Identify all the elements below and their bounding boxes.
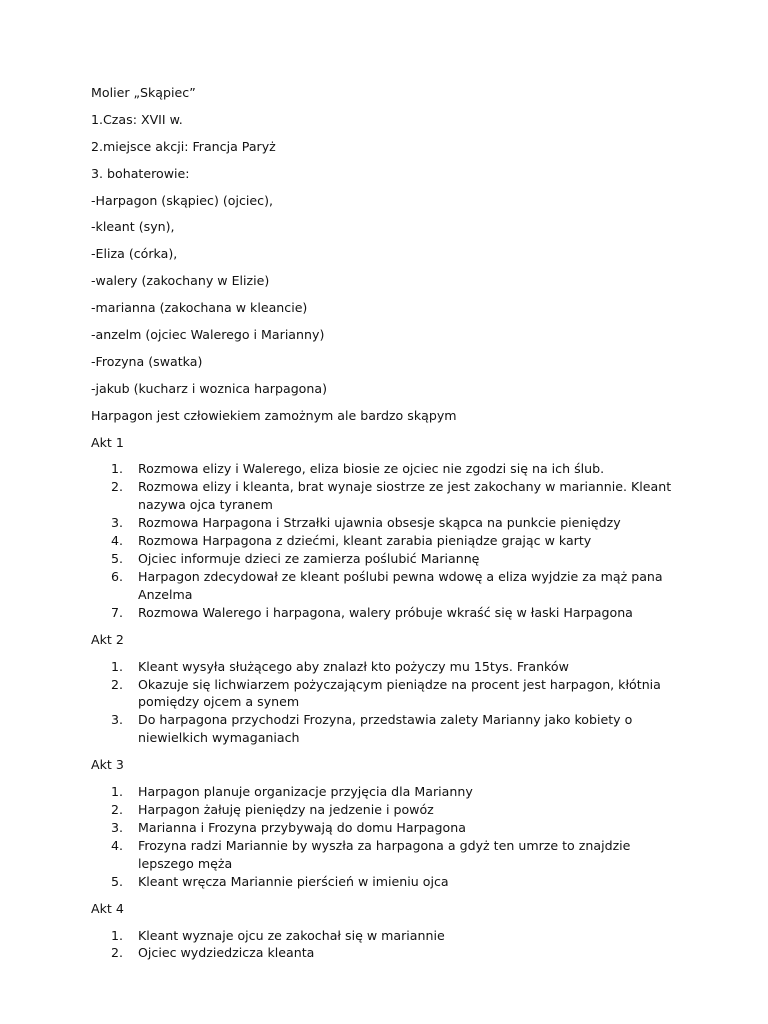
act-list xyxy=(91,460,681,621)
time-of-action: 1.Czas: XVII w. xyxy=(91,111,183,127)
characters-heading: 3. bohaterowie: xyxy=(91,165,190,181)
list-item-text: Rozmowa elizy i kleanta, brat wynaje siostrze ze jest zakochany w mariannie. Kleant nazywa ojca tyranem xyxy=(138,479,672,513)
list-number: 6. xyxy=(111,568,124,584)
list-item xyxy=(91,801,681,819)
list-number: 5. xyxy=(111,873,124,889)
document-body xyxy=(91,84,681,971)
list-number: 3. xyxy=(111,515,124,531)
list-number: 2. xyxy=(111,945,124,961)
character-line: -Harpagon (skąpiec) (ojciec), xyxy=(91,192,274,208)
character-line: -anzelm (ojciec Walerego i Marianny) xyxy=(91,327,325,343)
list-number: 1. xyxy=(111,927,124,943)
list-number: 1. xyxy=(111,658,124,674)
list-item xyxy=(91,532,681,550)
list-item-text: Rozmowa Walerego i harpagona, walery próbuje wkraść się w łaski Harpagona xyxy=(138,604,633,620)
list-item xyxy=(91,550,681,568)
list-item-text: Frozyna radzi Mariannie by wyszła za harpagona a gdyż ten umrze to znajdzie lepszego męża xyxy=(138,837,631,871)
list-item xyxy=(91,460,681,478)
list-number: 7. xyxy=(111,604,124,620)
list-item xyxy=(91,837,681,873)
list-item-text: Ojciec informuje dzieci ze zamierza poślubić Mariannę xyxy=(138,551,480,566)
list-item xyxy=(91,568,681,604)
list-item xyxy=(91,658,681,676)
list-item-text: Rozmowa Harpagona i Strzałki ujawnia obsesje skąpca na punkcie pieniędzy xyxy=(138,515,621,531)
list-item xyxy=(91,783,681,801)
act-heading: Akt 4 xyxy=(91,900,124,916)
summary-line: Harpagon jest człowiekiem zamożnym ale bardzo skąpym xyxy=(91,407,457,423)
list-number: 2. xyxy=(111,802,124,818)
character-line: -Frozyna (swatka) xyxy=(91,353,203,369)
list-item xyxy=(91,927,681,945)
list-item-text: Okazuje się lichwiarzem pożyczającym pieniądze na procent jest harpagon, kłótnia pomiędzy ojcem a synem xyxy=(138,676,661,710)
document-title: Molier „Skąpiec” xyxy=(91,85,196,100)
list-item-text: Rozmowa elizy i Walerego, eliza biosie ze ojciec nie zgodzi się na ich ślub. xyxy=(138,461,605,477)
act-heading: Akt 1 xyxy=(91,434,124,450)
list-item-text: Do harpagona przychodzi Frozyna, przedstawia zalety Marianny jako kobiety o niewielkich wymaganiach xyxy=(138,712,633,746)
act-list xyxy=(91,927,681,963)
list-number: 2. xyxy=(111,479,124,495)
list-item-text: Kleant wręcza Mariannie pierścień w imieniu ojca xyxy=(138,873,449,889)
list-item-text: Kleant wyznaje ojcu ze zakochał się w mariannie xyxy=(138,927,445,943)
list-number: 3. xyxy=(111,712,124,728)
list-number: 5. xyxy=(111,551,124,566)
place-of-action: 2.miejsce akcji: Francja Paryż xyxy=(91,138,276,154)
list-item xyxy=(91,819,681,837)
act-list xyxy=(91,783,681,890)
list-number: 2. xyxy=(111,676,124,692)
character-line: -marianna (zakochana w kleancie) xyxy=(91,300,308,316)
list-item-text: Marianna i Frozyna przybywają do domu Harpagona xyxy=(138,819,466,835)
list-number: 4. xyxy=(111,837,124,853)
list-item xyxy=(91,478,681,514)
character-line: -Eliza (córka), xyxy=(91,246,178,262)
list-item-text: Harpagon zdecydował ze kleant poślubi pewna wdowę a eliza wyjdzie za mąż pana Anzelma xyxy=(138,568,663,602)
list-item xyxy=(91,604,681,622)
list-item-text: Harpagon żałuję pieniędzy na jedzenie i powóz xyxy=(138,802,434,818)
list-number: 1. xyxy=(111,784,124,800)
list-item xyxy=(91,711,681,747)
list-item-text: Ojciec wydziedzicza kleanta xyxy=(138,945,315,961)
act-heading: Akt 2 xyxy=(91,631,124,647)
list-item xyxy=(91,514,681,532)
list-item-text: Kleant wysyła służącego aby znalazł kto pożyczy mu 15tys. Franków xyxy=(138,658,569,674)
list-item xyxy=(91,873,681,891)
list-item-text: Rozmowa Harpagona z dziećmi, kleant zarabia pieniądze grając w karty xyxy=(138,533,592,549)
list-item xyxy=(91,944,681,962)
act-heading: Akt 3 xyxy=(91,757,124,773)
list-number: 4. xyxy=(111,533,124,549)
list-number: 3. xyxy=(111,819,124,835)
character-line: -kleant (syn), xyxy=(91,219,175,235)
list-item xyxy=(91,676,681,712)
character-line: -jakub (kucharz i woznica harpagona) xyxy=(91,380,328,396)
list-item-text: Harpagon planuje organizacje przyjęcia dla Marianny xyxy=(138,784,473,800)
act-list xyxy=(91,658,681,748)
character-line: -walery (zakochany w Elizie) xyxy=(91,273,270,289)
list-number: 1. xyxy=(111,461,124,477)
